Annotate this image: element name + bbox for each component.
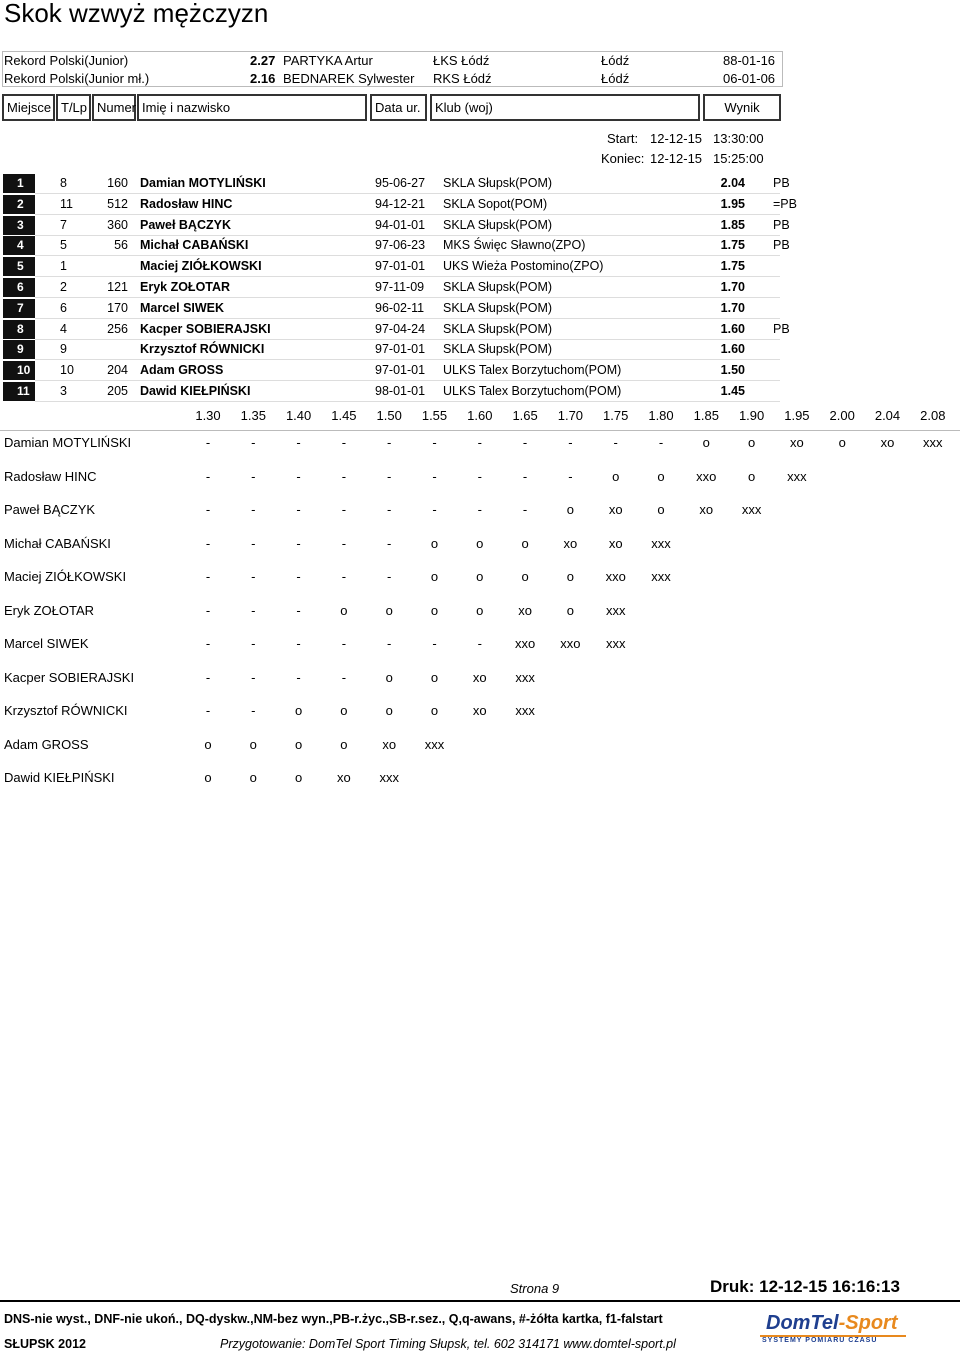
result-place: 2 (3, 195, 35, 214)
result-row (0, 216, 800, 236)
record-value: 2.16 (250, 71, 276, 86)
result-row (0, 278, 800, 298)
footer-rule (0, 1300, 960, 1302)
result-dob: 96-02-11 (375, 300, 425, 315)
result-number: 256 (107, 321, 128, 336)
attempt-cell: o (294, 703, 303, 718)
attempt-cell: - (251, 636, 256, 651)
result-club: MKS Święc Sławno(ZPO) (443, 238, 586, 253)
attempt-cell: o (204, 770, 212, 785)
attempt-cell: xxo (560, 636, 581, 651)
height-label: 1.95 (784, 408, 810, 423)
logo-subtitle: SYSTEMY POMIARU CZASU (762, 1337, 878, 1344)
attempt-cell: - (251, 435, 256, 450)
result-dob: 94-01-01 (375, 217, 426, 232)
attempt-cell: xxx (379, 770, 399, 785)
attempt-cell: - (205, 502, 211, 517)
attempt-cell: - (341, 569, 347, 584)
result-row (0, 195, 800, 215)
page-number: Strona 9 (510, 1281, 560, 1296)
header-club: Klub (woj) (430, 94, 700, 121)
result-club: SKLA Słupsk(POM) (443, 300, 553, 315)
attempt-cell: xo (790, 435, 804, 450)
record-holder: PARTYKA Artur (283, 53, 373, 68)
attempt-cell: xo (382, 736, 397, 752)
height-label: 1.90 (738, 408, 765, 423)
attempt-cell: - (477, 636, 482, 651)
attempt-cell: - (205, 602, 211, 618)
header-number: Numer (92, 94, 136, 121)
attempt-cell: - (251, 468, 256, 484)
height-label: 1.55 (421, 408, 448, 423)
record-city: Łódź (601, 53, 630, 68)
result-mark: 1.70 (720, 280, 745, 294)
progression-athlete: Radosław HINC (4, 468, 97, 484)
height-label: 1.70 (557, 408, 584, 423)
attempt-cell: o (657, 468, 665, 484)
result-name: Paweł BĄCZYK (140, 217, 231, 232)
attempt-cell: - (522, 468, 528, 484)
result-dob: 98-01-01 (375, 384, 426, 398)
attempt-cell: - (387, 636, 392, 651)
attempt-cell: xxx (515, 669, 535, 685)
logo-text-a: DomTel (766, 1312, 839, 1334)
result-club: ULKS Talex Borzytuchom(POM) (443, 363, 622, 378)
result-name: Krzysztof RÓWNICKI (140, 342, 265, 357)
result-mark: 1.75 (720, 259, 745, 274)
attempt-cell: o (612, 468, 620, 484)
attempt-cell: o (430, 535, 439, 551)
height-label: 1.40 (285, 408, 312, 423)
progression-divider (0, 430, 960, 431)
attempt-cell: - (341, 669, 347, 685)
print-time: Druk: 12-12-15 16:16:13 (710, 1277, 900, 1296)
attempt-cell: - (341, 435, 347, 450)
attempt-cell: - (205, 569, 211, 584)
result-dob: 97-11-09 (375, 280, 425, 294)
result-place: 10 (3, 361, 35, 380)
result-mark: 1.75 (720, 238, 745, 253)
record-label: Rekord Polski(Junior) (4, 53, 129, 68)
attempt-cell: xxx (424, 736, 445, 752)
result-club: SKLA Sopot(POM) (443, 196, 548, 211)
attempt-cell: o (430, 703, 439, 718)
result-dob: 97-01-01 (375, 259, 426, 274)
record-label: Rekord Polski(Junior mł.) (4, 71, 150, 86)
result-place: 11 (3, 382, 35, 401)
result-lane: 11 (60, 196, 73, 211)
result-name: Adam GROSS (140, 363, 224, 378)
attempt-cell: - (251, 569, 256, 584)
attempt-cell: - (387, 569, 392, 584)
attempt-cell: - (387, 468, 392, 484)
attempt-cell: o (385, 703, 393, 718)
result-name: Kacper SOBIERAJSKI (140, 321, 271, 336)
attempt-cell: o (476, 535, 484, 551)
result-dob: 97-01-01 (375, 363, 426, 378)
result-mark: 1.95 (720, 196, 745, 211)
result-club: SKLA Słupsk(POM) (443, 217, 553, 232)
attempt-cell: - (477, 502, 482, 517)
attempt-cell: - (658, 435, 664, 450)
result-mark: 1.70 (720, 300, 745, 315)
result-number: 204 (107, 363, 128, 378)
attempt-cell: xo (472, 703, 487, 718)
height-label: 1.35 (240, 408, 266, 423)
result-club: UKS Wieża Postomino(ZPO) (443, 259, 604, 274)
result-row (0, 236, 800, 256)
result-note: PB (773, 238, 790, 253)
progression-athlete: Dawid KIEŁPIŃSKI (4, 770, 115, 785)
attempt-cell: xo (472, 669, 487, 685)
attempt-cell: - (477, 435, 482, 450)
height-label: 1.65 (512, 408, 538, 423)
attempt-cell: o (657, 502, 665, 517)
start-time: 13:30:00 (713, 131, 764, 146)
result-lane: 1 (60, 259, 67, 274)
attempt-cell: xxx (515, 703, 535, 718)
result-name: Maciej ZIÓŁKOWSKI (140, 259, 262, 274)
attempt-cell: o (566, 602, 574, 618)
attempt-cell: o (430, 669, 439, 685)
result-note: PB (773, 176, 790, 190)
attempt-cell: - (205, 435, 211, 450)
result-mark: 2.04 (720, 176, 745, 190)
height-label: 1.60 (467, 408, 493, 423)
header-result: Wynik (703, 94, 781, 121)
result-place: 6 (3, 278, 35, 297)
attempt-cell: - (341, 535, 347, 551)
attempt-cell: o (521, 569, 529, 584)
progression-athlete: Eryk ZOŁOTAR (4, 602, 95, 618)
result-row (0, 299, 800, 319)
result-lane: 2 (60, 280, 67, 294)
attempt-cell: - (432, 435, 437, 450)
attempt-cell: - (251, 602, 256, 618)
result-row (0, 257, 800, 277)
progression-athlete: Paweł BĄCZYK (4, 502, 96, 517)
result-place: 1 (3, 174, 35, 193)
progression-athlete: Maciej ZIÓŁKOWSKI (4, 569, 127, 584)
result-note: PB (773, 217, 790, 232)
height-label: 2.00 (829, 408, 855, 423)
result-mark: 1.60 (720, 342, 745, 357)
header-place: Miejsce (2, 94, 55, 121)
result-row (0, 320, 800, 340)
result-name: Eryk ZOŁOTAR (140, 280, 231, 294)
attempt-cell: o (249, 770, 257, 785)
record-holder: BEDNAREK Sylwester (283, 71, 415, 86)
record-date: 88-01-16 (723, 53, 776, 68)
attempt-cell: xxo (514, 636, 536, 651)
result-dob: 97-06-23 (375, 238, 426, 253)
result-row (0, 340, 800, 360)
result-name: Dawid KIEŁPIŃSKI (140, 384, 251, 398)
footer-legend: DNS-nie wyst., DNF-nie ukoń., DQ-dyskw.,NM-bez wyn.,PB-r.życ.,SB-r.sez., Q,q-awans, #-żółta kartka, f1-falstart (4, 1312, 663, 1326)
result-place: 4 (3, 236, 35, 255)
record-date: 06-01-06 (723, 71, 776, 86)
event-name: SŁUPSK 2012 (4, 1337, 86, 1351)
attempt-cell: - (568, 468, 573, 484)
header-lane: T/Lp (56, 94, 91, 121)
attempt-cell: o (476, 602, 484, 618)
prepared-by: Przygotowanie: DomTel Sport Timing Słupsk, tel. 602 314171 www.domtel-sport.pl (220, 1337, 676, 1351)
attempt-cell: o (294, 736, 303, 752)
result-club: SKLA Słupsk(POM) (443, 321, 553, 336)
attempt-cell: xo (337, 770, 351, 785)
result-place: 5 (3, 257, 35, 276)
result-number: 160 (107, 176, 128, 190)
end-date: 12-12-15 (650, 151, 703, 166)
end-label: Koniec: (601, 151, 645, 166)
result-note: =PB (773, 196, 797, 211)
header-dob: Data ur. (370, 94, 427, 121)
attempt-cell: xo (699, 502, 714, 517)
result-dob: 95-06-27 (375, 176, 426, 190)
attempt-cell: xxo (696, 468, 717, 484)
attempt-cell: - (205, 636, 211, 651)
page-title: Skok wzwyż mężczyzn (4, 0, 269, 28)
progression-athlete: Michał CABAŃSKI (4, 535, 111, 551)
result-club: SKLA Słupsk(POM) (443, 342, 553, 357)
start-label: Start: (607, 131, 639, 146)
attempt-cell: - (387, 502, 392, 517)
result-mark: 1.60 (720, 321, 745, 336)
result-lane: 9 (60, 342, 67, 357)
attempt-cell: o (521, 535, 529, 551)
attempt-cell: o (430, 569, 439, 584)
attempt-cell: - (296, 435, 301, 450)
attempt-cell: - (341, 502, 347, 517)
result-lane: 5 (60, 238, 67, 253)
attempt-cell: o (702, 435, 710, 450)
result-number: 121 (107, 280, 128, 294)
row-separator (35, 401, 780, 402)
height-label: 1.85 (693, 408, 719, 423)
attempt-cell: - (296, 468, 301, 484)
attempt-cell: - (296, 669, 301, 685)
result-name: Marcel SIWEK (140, 300, 225, 315)
height-label: 1.30 (195, 408, 221, 423)
result-place: 8 (3, 320, 35, 339)
result-place: 7 (3, 299, 35, 318)
result-number: 512 (107, 196, 128, 211)
result-place: 9 (3, 340, 35, 359)
attempt-cell: xo (880, 435, 895, 450)
attempt-cell: - (205, 468, 211, 484)
result-lane: 7 (60, 217, 67, 232)
attempt-cell: xo (608, 535, 623, 551)
result-number: 360 (107, 217, 128, 232)
record-club: RKS Łódź (433, 71, 492, 86)
attempt-cell: - (387, 535, 392, 551)
attempt-cell: o (430, 602, 439, 618)
result-lane: 6 (60, 300, 67, 315)
progression-athlete: Marcel SIWEK (4, 636, 89, 651)
attempt-cell: - (341, 636, 347, 651)
attempt-cell: - (387, 435, 392, 450)
result-lane: 10 (60, 363, 74, 378)
attempt-cell: xo (518, 602, 532, 618)
record-city: Łódź (601, 71, 630, 86)
attempt-cell: - (205, 669, 211, 685)
result-note: PB (773, 321, 790, 336)
attempt-cell: xxx (605, 636, 626, 651)
result-name: Radosław HINC (140, 196, 233, 211)
result-dob: 94-12-21 (375, 196, 426, 211)
attempt-cell: xxx (787, 468, 807, 484)
start-date: 12-12-15 (650, 131, 703, 146)
result-row (0, 174, 800, 194)
attempt-cell: xo (608, 502, 623, 517)
result-dob: 97-04-24 (375, 321, 426, 336)
attempt-cell: - (341, 468, 347, 484)
result-lane: 4 (60, 321, 67, 336)
result-mark: 1.45 (720, 384, 745, 398)
attempt-cell: - (432, 502, 437, 517)
attempt-cell: - (613, 435, 618, 450)
attempt-cell: - (205, 703, 211, 718)
attempt-cell: o (249, 736, 257, 752)
result-dob: 97-01-01 (375, 342, 426, 357)
attempt-cell: o (294, 770, 303, 785)
attempt-cell: - (251, 703, 256, 718)
logo-text-b: -Sport (838, 1312, 898, 1334)
attempt-cell: - (251, 502, 256, 517)
progression-athlete: Damian MOTYLIŃSKI (4, 435, 132, 450)
attempt-cell: o (340, 602, 348, 618)
end-time: 15:25:00 (713, 151, 764, 166)
attempt-cell: - (296, 502, 301, 517)
attempt-cell: o (340, 736, 348, 752)
attempt-cell: o (566, 502, 574, 517)
attempt-cell: - (296, 636, 301, 651)
progression-athlete: Krzysztof RÓWNICKI (4, 703, 128, 718)
result-mark: 1.85 (720, 217, 745, 232)
attempt-cell: o (204, 736, 212, 752)
attempt-cell: - (432, 468, 437, 484)
attempt-cell: xo (563, 535, 578, 551)
attempt-cell: o (747, 468, 756, 484)
result-name: Damian MOTYLIŃSKI (140, 176, 266, 190)
attempt-cell: o (838, 435, 846, 450)
attempt-cell: - (432, 636, 437, 651)
height-label: 1.75 (603, 408, 629, 423)
attempt-cell: o (476, 569, 484, 584)
result-club: SKLA Słupsk(POM) (443, 280, 553, 294)
height-label: 1.45 (331, 408, 357, 423)
attempt-cell: xxo (605, 569, 626, 584)
attempt-cell: - (522, 435, 528, 450)
domtel-logo (758, 1312, 908, 1346)
height-label: 1.50 (376, 408, 402, 423)
attempt-cell: - (296, 569, 301, 584)
result-club: SKLA Słupsk(POM) (443, 176, 553, 190)
progression-athlete: Adam GROSS (4, 736, 89, 752)
result-lane: 3 (60, 384, 67, 398)
attempt-cell: xxx (605, 602, 626, 618)
height-label: 1.80 (648, 408, 674, 423)
result-club: ULKS Talex Borzytuchom(POM) (443, 384, 622, 398)
attempt-cell: - (251, 669, 256, 685)
result-place: 3 (3, 216, 35, 235)
result-number: 170 (107, 300, 128, 315)
attempt-cell: o (340, 703, 348, 718)
attempt-cell: o (385, 669, 393, 685)
progression-athlete: Kacper SOBIERAJSKI (4, 669, 135, 685)
result-mark: 1.50 (720, 363, 745, 378)
result-row (0, 361, 800, 381)
attempt-cell: - (522, 502, 528, 517)
result-row (0, 382, 800, 402)
record-value: 2.27 (250, 53, 276, 68)
result-lane: 8 (60, 176, 67, 190)
attempt-cell: - (251, 535, 256, 551)
attempt-cell: - (296, 602, 301, 618)
result-number: 56 (114, 238, 128, 253)
attempt-cell: xxx (651, 569, 671, 584)
attempt-cell: xxx (741, 502, 762, 517)
attempt-cell: - (568, 435, 573, 450)
header-name: Imię i nazwisko (137, 94, 367, 121)
result-name: Michał CABAŃSKI (140, 238, 249, 253)
height-label: 2.08 (920, 408, 946, 423)
record-club: ŁKS Łódź (433, 53, 490, 68)
attempt-cell: - (205, 535, 211, 551)
attempt-cell: - (477, 468, 482, 484)
attempt-cell: xxx (923, 435, 943, 450)
height-label: 2.04 (874, 408, 901, 423)
result-number: 205 (107, 384, 128, 398)
attempt-cell: o (566, 569, 574, 584)
attempt-cell: xxx (651, 535, 671, 551)
attempt-cell: o (385, 602, 393, 618)
attempt-cell: - (296, 535, 301, 551)
attempt-cell: o (747, 435, 756, 450)
